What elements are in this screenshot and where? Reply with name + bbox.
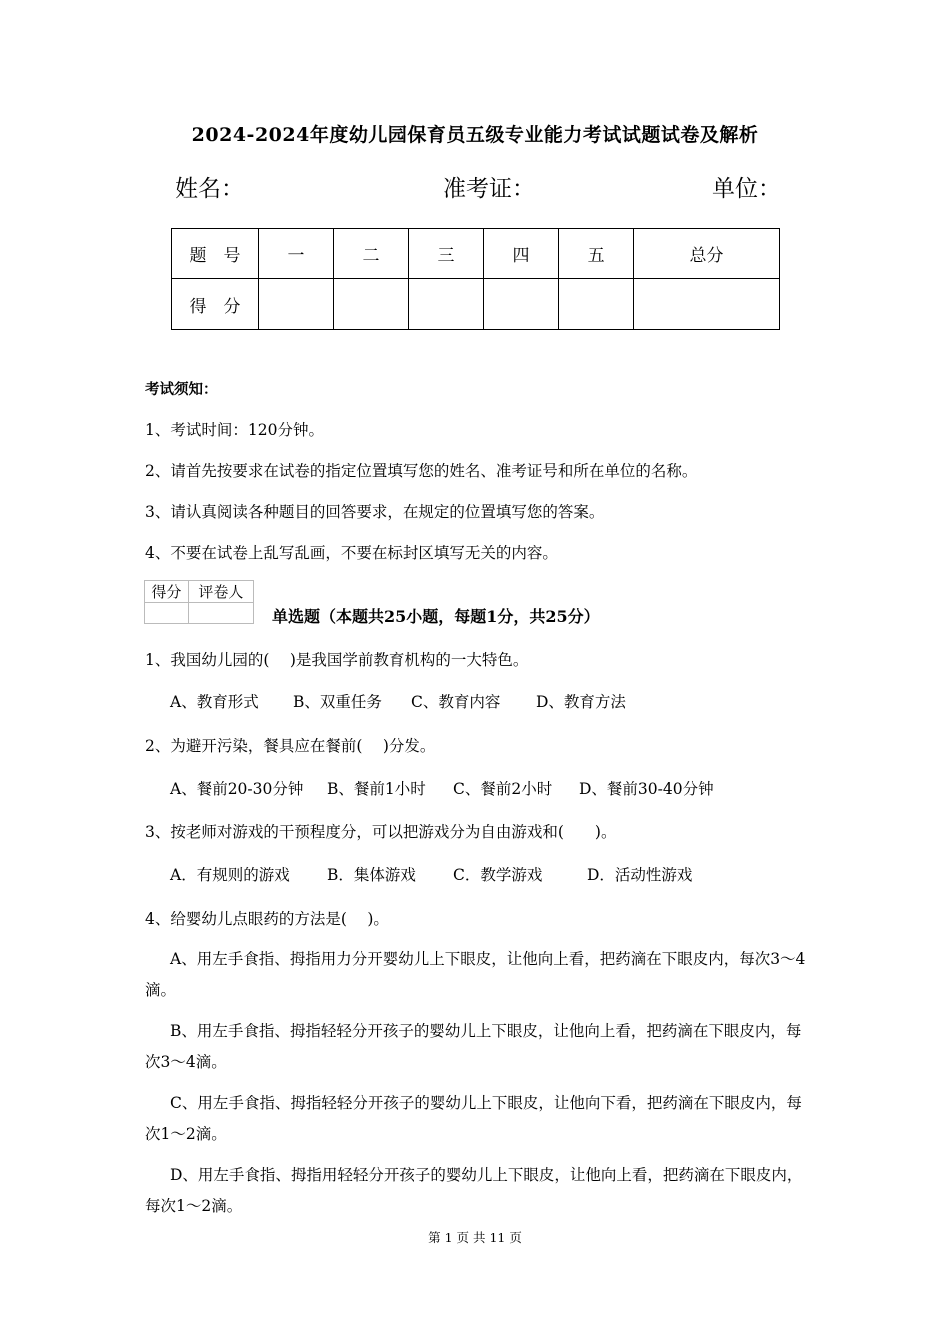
option-d[interactable]: D．活动性游戏 (587, 866, 693, 884)
question-stem: 4、给婴幼儿点眼药的方法是( )。 (145, 910, 389, 928)
notice-item: 3、请认真阅读各种题目的回答要求，在规定的位置填写您的答案。 (145, 503, 605, 521)
option-a[interactable]: A．有规则的游戏 (170, 866, 290, 884)
option-c-long[interactable]: C、用左手食指、拇指轻轻分开孩子的婴幼儿上下眼皮，让他向下看，把药滴在下眼皮内，每次1～2滴。 (145, 1094, 802, 1143)
unit-field-label: 单位： (712, 176, 781, 202)
notice-item: 2、请首先按要求在试卷的指定位置填写您的姓名、准考证号和所在单位的名称。 (145, 462, 698, 480)
grader-box-grader-cell[interactable] (188, 603, 253, 624)
score-cell[interactable] (334, 279, 409, 330)
notice-title: 考试须知： (145, 381, 218, 398)
option-d[interactable]: D、教育方法 (536, 693, 626, 711)
question-stem: 2、为避开污染，餐具应在餐前( )分发。 (145, 737, 436, 755)
grader-box-grader-label: 评卷人 (188, 581, 253, 603)
score-table-col-1: 一 (259, 229, 334, 279)
option-c[interactable]: C．教学游戏 (453, 866, 543, 884)
score-cell[interactable] (634, 279, 780, 330)
score-cell[interactable] (409, 279, 484, 330)
score-table-header-label: 题 号 (172, 229, 259, 279)
page-footer: 第 1 页 共 11 页 (428, 1230, 522, 1245)
score-table (171, 228, 780, 330)
exam-id-field-label: 准考证： (443, 176, 535, 202)
option-d[interactable]: D、餐前30-40分钟 (579, 780, 714, 798)
question-options (170, 863, 692, 885)
notice-item: 1、考试时间：120分钟。 (145, 421, 324, 439)
grader-box (144, 580, 254, 624)
page-title: 2024-2024年度幼儿园保育员五级专业能力考试试题试卷及解析 (191, 124, 759, 146)
score-table-col-3: 三 (409, 229, 484, 279)
option-c[interactable]: C、教育内容 (411, 693, 501, 711)
section-title: 单选题（本题共25小题，每题1分，共25分） (272, 607, 600, 626)
score-cell[interactable] (484, 279, 559, 330)
option-b[interactable]: B．集体游戏 (327, 866, 416, 884)
score-table-col-2: 二 (334, 229, 409, 279)
score-table-col-5: 五 (559, 229, 634, 279)
option-a-long[interactable]: A、用左手食指、拇指用力分开婴幼儿上下眼皮，让他向上看，把药滴在下眼皮内，每次3～4滴。 (145, 950, 806, 999)
option-b-long[interactable]: B、用左手食指、拇指轻轻分开孩子的婴幼儿上下眼皮，让他向上看，把药滴在下眼皮内，每次3～4滴。 (145, 1022, 802, 1071)
question-stem: 3、按老师对游戏的干预程度分，可以把游戏分为自由游戏和( )。 (145, 823, 617, 841)
score-cell[interactable] (259, 279, 334, 330)
score-table-col-4: 四 (484, 229, 559, 279)
score-row-label: 得 分 (172, 279, 259, 330)
option-a[interactable]: A、教育形式 (170, 693, 259, 711)
grader-box-score-label: 得分 (145, 581, 189, 603)
option-b[interactable]: B、双重任务 (293, 693, 382, 711)
option-c[interactable]: C、餐前2小时 (453, 780, 553, 798)
grader-box-score-cell[interactable] (145, 603, 189, 624)
question-stem: 1、我国幼儿园的( )是我国学前教育机构的一大特色。 (145, 651, 529, 669)
question-options (170, 690, 626, 712)
question-options (170, 777, 714, 799)
notice-item: 4、不要在试卷上乱写乱画，不要在标封区填写无关的内容。 (145, 544, 558, 562)
option-a[interactable]: A、餐前20-30分钟 (170, 780, 304, 798)
name-field-label: 姓名： (175, 176, 244, 202)
score-cell[interactable] (559, 279, 634, 330)
option-d-long[interactable]: D、用左手食指、拇指用轻轻分开孩子的婴幼儿上下眼皮，让他向上看，把药滴在下眼皮内，每次1～2滴。 (145, 1166, 803, 1215)
option-b[interactable]: B、餐前1小时 (327, 780, 426, 798)
score-table-col-total: 总分 (634, 229, 780, 279)
